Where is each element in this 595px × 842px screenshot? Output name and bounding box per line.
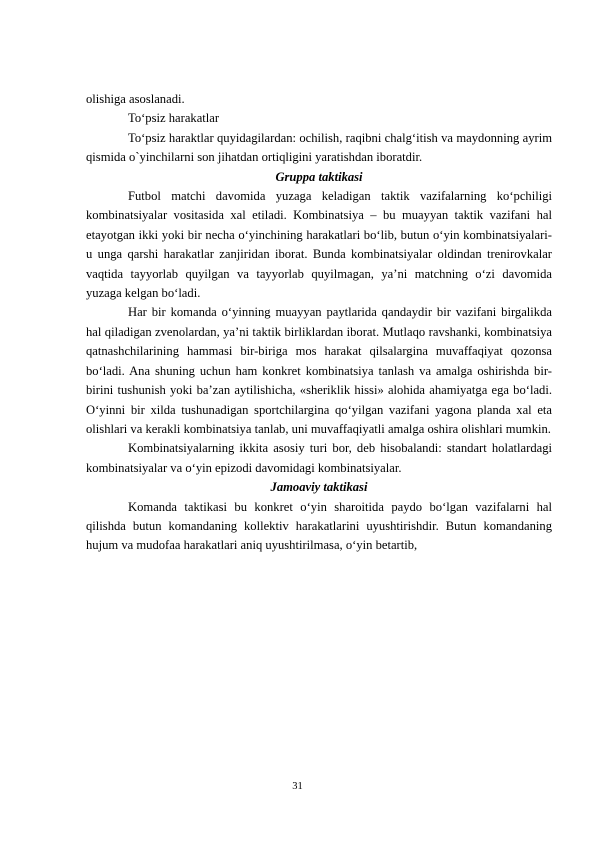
page-body: [86, 90, 552, 556]
paragraph-team-tactics: Komanda taktikasi bu konkret o‘yin sharoitida paydo bo‘lgan vazifalarni hal qilishda butun komandaning kollektiv harakatlarini uyushtirishdir. Butun komandaning hujum va mudofaa harakatlari aniq uyushtirilmasa, o‘yin betartib,: [86, 499, 552, 553]
paragraph-combinations: Futbol matchi davomida yuzaga keladigan taktik vazifalarning ko‘pchiligi kombinatsiyalar vositasida xal etiladi. Kombinatsiya – bu muayyan taktik vazifani hal etayotgan ikki yoki bir necha o‘yinchining harakatlari bo‘lib, butun o‘yin kombinatsiyalari-u unga qarshi harakatlar zanjiridan iborat. Bunda kombinatsiyalar oldindan trenirovkalar vaqtida tayyorlab quyilgan va tayyorlab quyilmagan, ya’ni matchning o‘zi davomida yuzaga kelgan bo‘ladi.: [86, 189, 552, 301]
paragraph-continuation: olishiga asoslanadi.: [86, 92, 185, 106]
subheading-off-ball-actions: To‘psiz harakatlar: [128, 111, 220, 126]
heading-group-tactics: Gruppa taktikasi: [275, 169, 363, 184]
paragraph-off-ball-actions: To‘psiz haraktlar quyidagilardan: ochilish, raqibni chalg‘itish va maydonning ayrim qismida o`yinchilarni son jihatdan ortiqligini yaratishdan iboratdir.: [86, 130, 552, 165]
paragraph-combination-types: Kombinatsiyalarning ikkita asosiy turi bor, deb hisobalandi: standart holatlardagi kombinatsiyalar va o‘yin epizodi davomidagi kombinatsiyalar.: [86, 441, 552, 475]
page-number: 31: [292, 781, 303, 792]
heading-team-tactics: Jamoaviy taktikasi: [270, 480, 368, 495]
paragraph-tactical-units: Har bir komanda o‘yinning muayyan paytlarida qandaydir bir vazifani birgalikda hal qiladigan zvenolardan, ya’ni taktik birliklardan iborat. Mutlaqo ravshanki, kombinatsiya qatnashchilarining hammasi bir-biriga mos harakat qilsalargina muvaffaqiyat qozonsa bo‘ladi. Ana shuning uchun ham konkret kombinatsiya tanlash va amalga oshirishda bir-birini tushunish yoki ba’zan aytilishicha, «sheriklik hissi» alohida ahamiyatga ega bo‘ladi. O‘yinni bir xilda tushunadigan sportchilargina qo‘yilgan vazifani yagona planda xal eta olishlari va kerakli kombinatsiya tanlab, uni muvaffaqiyatli amalga oshira olishlari mumkin.: [86, 305, 552, 436]
